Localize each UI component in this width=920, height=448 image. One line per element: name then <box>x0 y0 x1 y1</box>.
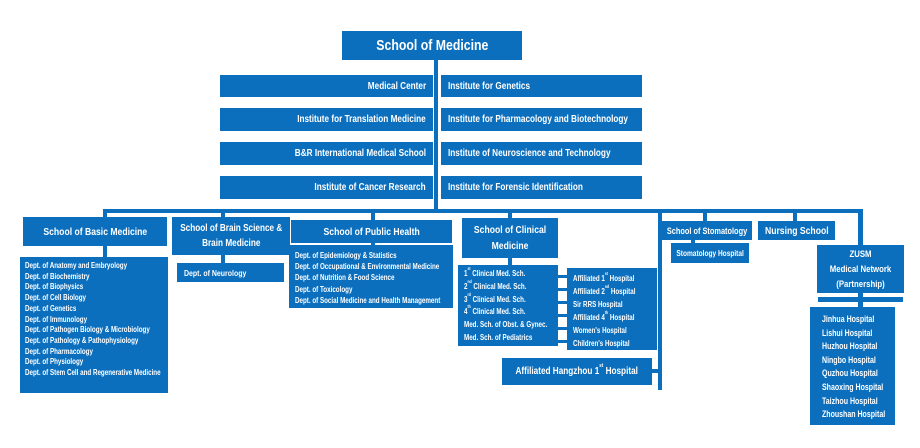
public-health-departments-panel <box>289 245 453 308</box>
connector-hangzhou-rung <box>650 369 660 373</box>
stomatology-hospital-box <box>671 243 749 263</box>
connector-basic-to-panel <box>103 246 107 257</box>
nursing-school-box <box>758 221 835 240</box>
connector-drop-zusm <box>858 209 863 246</box>
clinical-hospitals-list: Affiliated 1st Hospital Affiliated 2nd Hospital Sir RRS Hospital Affiliated 4th Hospital Women's Hospital Children's Hospital <box>573 271 636 348</box>
affiliated-hangzhou-hospital-label: Affiliated Hangzhou 1st Hospital <box>515 363 639 377</box>
clinical-med-schools-list: 1st Clinical Med. Sch. 2nd Clinical Med. Sch. 3rd Clinical Med. Sch. 4th Clinical Med. Sch. Med. Sch. of Obst. & Gynec. Med. Sch. of Pediatrics <box>464 266 548 342</box>
connector-clinical-rung-1 <box>558 275 567 278</box>
school-stomatology-title: School of Stomatology <box>666 225 748 236</box>
root-title: School of Medicine <box>375 37 489 54</box>
box-institute-pharmacology-biotechnology <box>441 108 642 131</box>
connector-clinical-rung-6 <box>558 340 567 343</box>
nursing-school-title: Nursing School <box>764 224 829 237</box>
public-health-departments-list: Dept. of Epidemiology & Statistics Dept. of Occupational & Environmental Medicine Dept. of Nutrition & Food Science Dept. of Toxicology Dept. of Social Medicine and Health Management <box>295 251 441 305</box>
zusm-network-box <box>817 245 904 293</box>
connector-clinical-rung-4 <box>558 314 567 317</box>
box-institute-cancer-research <box>220 176 433 199</box>
connector-root-trunk <box>434 60 438 212</box>
root-box <box>342 31 522 60</box>
school-brain-science-title: School of Brain Science & Brain Medicine <box>179 223 283 249</box>
box-institute-translation-medicine-label: Institute for Translation Medicine <box>297 114 426 125</box>
box-institute-neuroscience-technology <box>441 142 642 165</box>
box-br-international-medical-school-label: B&R International Medical School <box>294 148 426 159</box>
school-stomatology-box <box>662 221 752 240</box>
school-public-health-title: School of Public Health <box>323 225 420 238</box>
connector-clinical-rung-5 <box>558 327 567 330</box>
basic-medicine-departments-list: Dept. of Anatomy and Embryology Dept. of Biochemistry Dept. of Biophysics Dept. of Cell Biology Dept. of Genetics Dept. of Immunology Dept. of Pathogen Biology & Microbiology Dept. of Pathology & Pathophysiology Dept. of Pharmacology Dept. of Physiology Dept. of Stem Cell and Regenerative Medicine <box>25 261 161 378</box>
box-institute-genetics <box>441 75 642 97</box>
box-medical-center-label: Medical Center <box>367 80 426 92</box>
zusm-hospitals-panel <box>810 307 895 425</box>
connector-clinical-to-panel <box>508 258 512 265</box>
connector-main-bar <box>103 209 862 213</box>
box-institute-cancer-research-label: Institute of Cancer Research <box>314 182 426 193</box>
zusm-hospitals-list: Jinhua Hospital Lishui Hospital Huzhou Hospital Ningbo Hospital Quzhou Hospital Shaoxing Hospital Taizhou Hospital Zhoushan Hospital <box>822 314 886 420</box>
clinical-hospitals-panel <box>567 268 657 350</box>
affiliated-hangzhou-hospital-box <box>502 358 652 385</box>
box-br-international-medical-school <box>220 142 433 165</box>
school-clinical-medicine-box <box>462 218 558 258</box>
school-brain-science-box <box>172 217 290 255</box>
box-medical-center <box>220 75 433 97</box>
box-institute-forensic-identification <box>441 176 642 199</box>
box-institute-genetics-label: Institute for Genetics <box>448 80 531 92</box>
stomatology-hospital-label: Stomatology Hospital <box>676 248 744 258</box>
zusm-network-title: ZUSM Medical Network (Partnership) <box>829 248 892 290</box>
connector-clinical-rung-2 <box>558 288 567 291</box>
connector-clinical-rung-3 <box>558 301 567 304</box>
clinical-med-schools-panel <box>458 265 558 346</box>
box-institute-translation-medicine <box>220 108 433 131</box>
school-basic-medicine-box <box>23 217 167 246</box>
dept-neurology-box <box>177 263 284 282</box>
box-institute-pharmacology-biotechnology-label: Institute for Pharmacology and Biotechnology <box>448 114 628 125</box>
school-clinical-medicine-title: School of Clinical Medicine <box>473 224 547 252</box>
box-institute-forensic-identification-label: Institute for Forensic Identification <box>448 182 583 193</box>
school-public-health-box <box>291 220 452 243</box>
school-basic-medicine-title: School of Basic Medicine <box>43 225 147 238</box>
connector-zusm-bar <box>818 297 903 302</box>
connector-brain-to-panel <box>221 255 225 263</box>
box-institute-neuroscience-technology-label: Institute of Neuroscience and Technology <box>448 148 611 159</box>
basic-medicine-departments-panel <box>20 257 168 393</box>
dept-neurology-label: Dept. of Neurology <box>184 267 247 278</box>
